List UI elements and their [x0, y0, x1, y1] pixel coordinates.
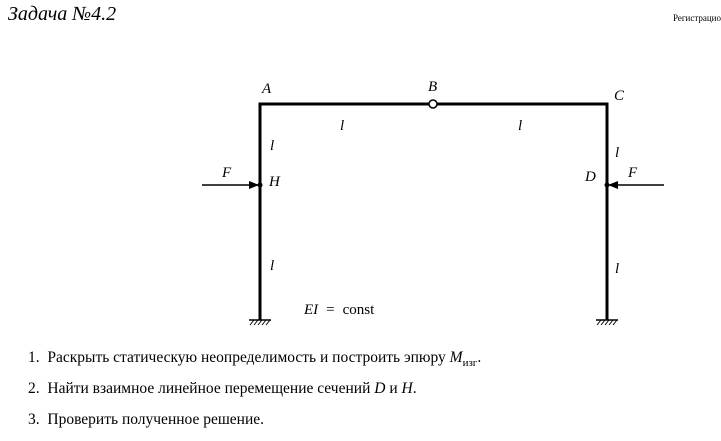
point-h	[258, 183, 263, 188]
label-a: A	[262, 81, 272, 97]
stiffness-label: EI = const	[304, 302, 375, 318]
task-list	[28, 342, 481, 435]
task-number: 3.	[28, 411, 40, 428]
task-text: Найти взаимное линейное перемещение сечений	[47, 380, 375, 397]
moment-symbol: M	[449, 349, 463, 366]
task-item-1	[28, 342, 481, 373]
task-end: .	[412, 380, 417, 397]
label-force-left: F	[222, 165, 232, 181]
task-number: 2.	[28, 380, 40, 397]
registration-link[interactable]: Регистрацио	[672, 13, 721, 23]
label-h: H	[269, 174, 280, 190]
hinge-b	[429, 100, 437, 108]
section-d: D	[374, 380, 386, 397]
task-text: Раскрыть статическую неопределимость и построить эпюру	[47, 349, 450, 366]
label-b: B	[428, 79, 438, 95]
conjunction: и	[385, 380, 402, 397]
label-c: C	[614, 88, 625, 104]
task-text: Проверить полученное решение.	[47, 411, 265, 428]
length-right-lower: l	[615, 261, 620, 277]
length-left-lower: l	[270, 258, 275, 274]
task-item-2	[28, 373, 481, 404]
section-h: H	[401, 380, 413, 397]
length-left-upper: l	[270, 138, 275, 154]
fixed-support-left	[249, 320, 271, 325]
moment-subscript: изг	[462, 357, 478, 370]
problem-title: Задача №4.2	[8, 3, 117, 25]
task-item-3	[28, 404, 481, 435]
label-d: D	[585, 169, 596, 185]
point-d	[605, 183, 610, 188]
label-force-right: F	[628, 165, 638, 181]
length-right-upper: l	[615, 145, 620, 161]
length-top-right: l	[518, 118, 523, 134]
task-number: 1.	[28, 349, 40, 366]
fixed-support-right	[596, 320, 618, 325]
task-end: .	[477, 349, 482, 366]
length-top-left: l	[340, 118, 345, 134]
